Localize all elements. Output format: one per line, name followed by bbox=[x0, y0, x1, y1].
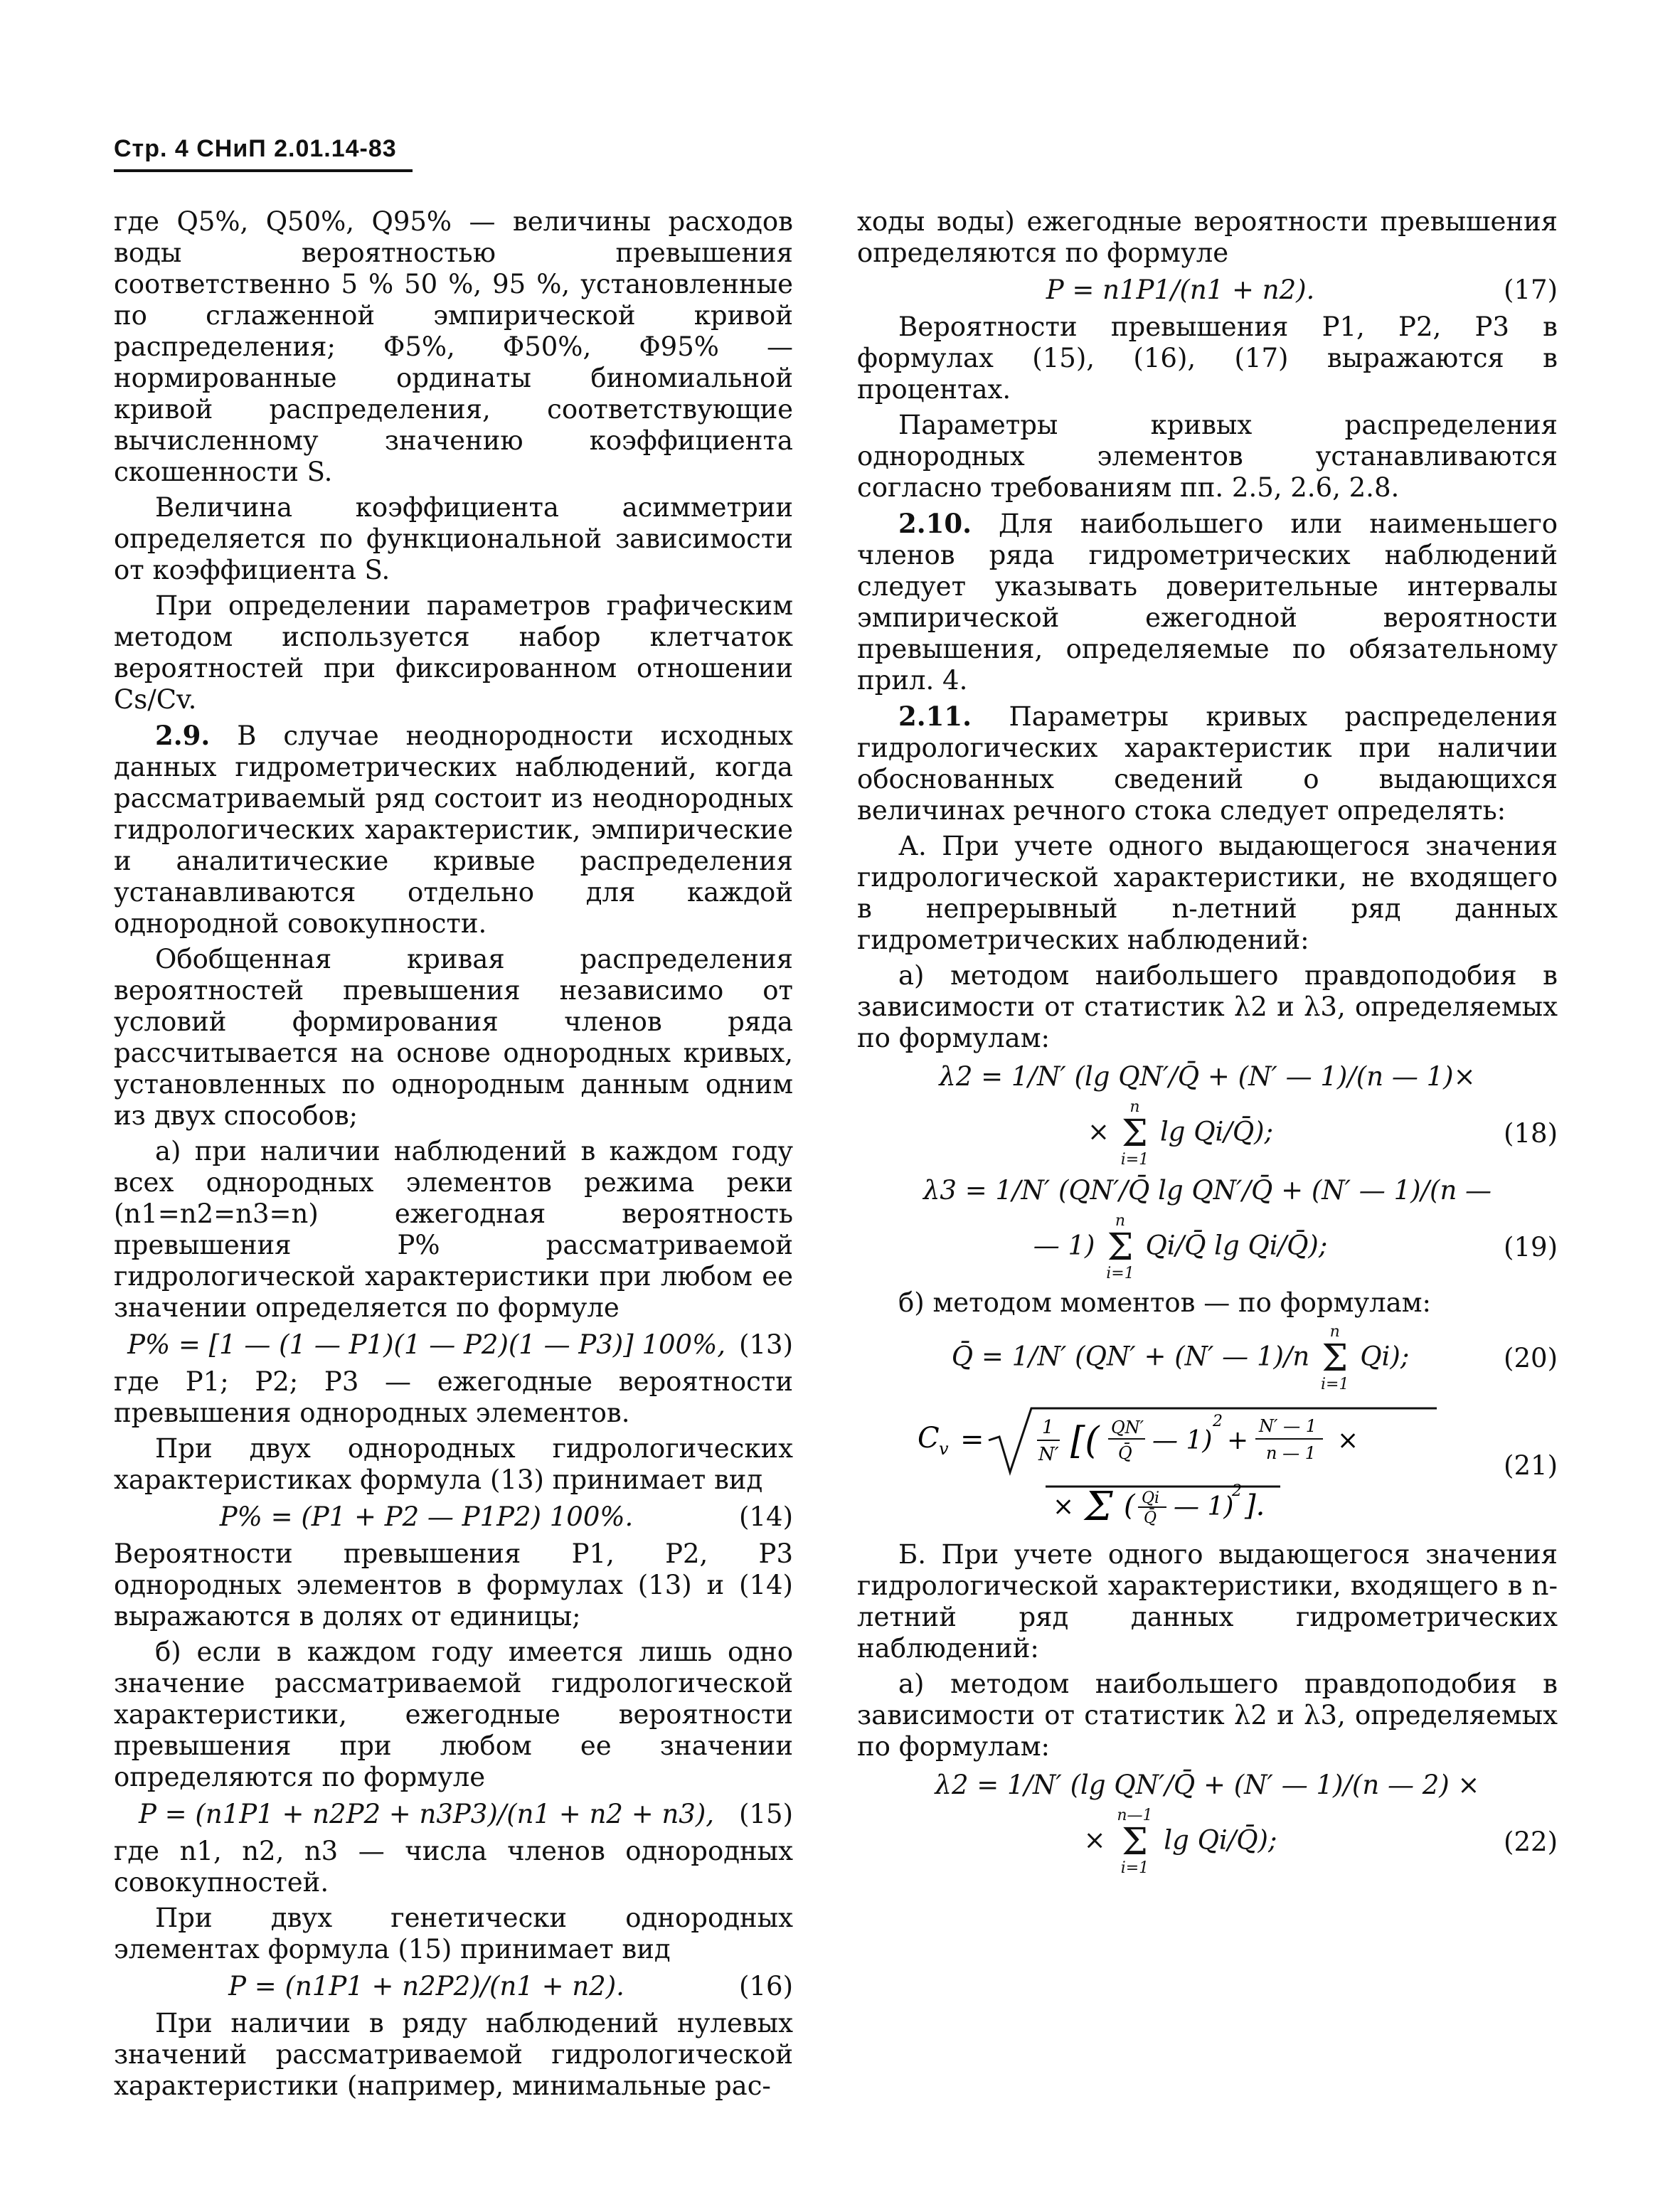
formula-expression: λ2 = 1/N′ (lg QN′/Q̄ + (N′ — 1)/(n — 1)× bbox=[939, 1061, 1476, 1092]
page-header: Стр. 4 СНиП 2.01.14-83 bbox=[114, 135, 397, 162]
formula-22-continued: × n—1 Σ i=1 lg Qi/Q̄); (22) bbox=[1083, 1807, 1558, 1877]
formula-21-graphic bbox=[910, 1398, 1451, 1526]
svg-text:Q̄: Q̄ bbox=[1143, 1509, 1157, 1526]
svg-text:QN′: QN′ bbox=[1110, 1418, 1144, 1437]
svg-text:— 1): — 1) bbox=[1152, 1426, 1212, 1455]
paragraph bbox=[114, 720, 793, 940]
formula-expression: P = (n1P1 + n2P2 + n3P3)/(n1 + n2 + n3), bbox=[139, 1799, 715, 1829]
formula-15 bbox=[114, 1799, 793, 1830]
formula-expression: λ2 = 1/N′ (lg QN′/Q̄ + (N′ — 1)/(n — 2) × bbox=[935, 1770, 1480, 1800]
paragraph: А. При учете одного выдающегося значения гидрологической характеристики, не входящего в непрерывный n-летний ряд данных гидрометрических наблюдений: bbox=[857, 831, 1558, 955]
svg-text:Qi: Qi bbox=[1141, 1489, 1159, 1507]
paragraph: б) методом моментов — по формулам: bbox=[898, 1287, 1431, 1318]
formula-17 bbox=[857, 275, 1558, 306]
paragraph-text: Для наибольшего или наименьшего членов ряда гидрометрических наблюдений следует указывать доверительные интервалы эмпирической ежегодной вероятности превышения, определяемые по обязательному прил. 4. bbox=[857, 509, 1558, 696]
formula-number: (17) bbox=[1504, 275, 1558, 305]
paragraph: При определении параметров графическим методом используется набор клетчаток вероятностей при фиксированном отношении Cs/Cv. bbox=[114, 590, 793, 715]
formula-19-continued: — 1) n Σ i=1 Qi/Q̄ lg Qi/Q̄); (19) bbox=[1033, 1212, 1558, 1282]
section-number: 2.9. bbox=[155, 720, 211, 751]
svg-text:Σ: Σ bbox=[1084, 1484, 1113, 1526]
svg-text:].: ]. bbox=[1244, 1489, 1265, 1522]
paragraph-text: В случае неоднородности исходных данных гидрометрических наблюдений, когда рассматриваемый ряд состоит из неоднородных гидрологических характеристик, эмпирические и аналитические кривые распределения устанавливаются отдельно для каждой однородной совокупности. bbox=[114, 721, 793, 939]
formula-number: (18) bbox=[1504, 1118, 1558, 1149]
svg-text:v: v bbox=[938, 1439, 949, 1459]
svg-text:— 1): — 1) bbox=[1173, 1492, 1233, 1521]
formula-20 bbox=[857, 1324, 1558, 1393]
svg-text:2: 2 bbox=[1231, 1482, 1242, 1500]
formula-21 bbox=[857, 1398, 1558, 1533]
paragraph: При двух однородных гидрологических характеристиках формула (13) принимает вид bbox=[114, 1433, 793, 1495]
paragraph: где Q5%, Q50%, Q95% — величины расходов воды вероятностью превышения соответственно 5 % 50 %, 95 %, установленные по сглаженной эмпирической кривой распределения; Φ5%, Φ50%, Φ95% — нормированные ординаты биномиальной кривой распределения, соответствующие вычисленному значению коэффициента скошенности S. bbox=[114, 206, 793, 487]
formula-18-continued: × n Σ i=1 lg Qi/Q̄); (18) bbox=[1087, 1098, 1558, 1169]
formula-13 bbox=[114, 1329, 793, 1361]
formula-number: (14) bbox=[739, 1501, 793, 1532]
section-number: 2.11. bbox=[898, 701, 972, 732]
svg-text:(: ( bbox=[1123, 1489, 1135, 1522]
paragraph: При наличии в ряду наблюдений нулевых значений рассматриваемой гидрологической характеристики (например, минимальные рас- bbox=[114, 2008, 793, 2101]
formula-19 bbox=[857, 1174, 1558, 1208]
svg-text:+: + bbox=[1226, 1426, 1248, 1455]
formula-number: (21) bbox=[1504, 1450, 1558, 1481]
svg-text:n — 1: n — 1 bbox=[1265, 1443, 1316, 1463]
summation-symbol: n Σ i=1 bbox=[1106, 1212, 1134, 1282]
paragraph: Величина коэффициента асимметрии определяется по функциональной зависимости от коэффициента S. bbox=[114, 492, 793, 585]
summation-symbol: n—1 Σ i=1 bbox=[1117, 1807, 1153, 1877]
paragraph: Б. При учете одного выдающегося значения гидрологической характеристики, входящего в n-летний ряд данных гидрометрических наблюдений: bbox=[857, 1539, 1558, 1664]
formula-expression: P = n1P1/(n1 + n2). bbox=[1046, 275, 1315, 305]
paragraph-text: Параметры кривых распределения гидрологических характеристик при наличии обоснованных сведений о выдающихся величинах речного стока следует определять: bbox=[857, 701, 1558, 826]
paragraph: где P1; P2; P3 — ежегодные вероятности превышения однородных элементов. bbox=[114, 1366, 793, 1428]
paragraph bbox=[857, 701, 1558, 826]
formula-number: (20) bbox=[1504, 1343, 1558, 1373]
formula-expression: Q̄ = 1/N′ (QN′ + (N′ — 1)/n bbox=[951, 1341, 1310, 1372]
formula-expression: Qi/Q̄ lg Qi/Q̄); bbox=[1145, 1230, 1328, 1261]
left-column bbox=[114, 206, 793, 2106]
formula-16 bbox=[114, 1971, 793, 2002]
section-number: 2.10. bbox=[898, 508, 972, 539]
paragraph: а) при наличии наблюдений в каждом году всех однородных элементов режима реки (n1=n2=n3=n) ежегодная вероятность превышения P% рассматриваемой гидрологической характеристики при любом ее значении определяется по формуле bbox=[114, 1136, 793, 1323]
svg-text:C: C bbox=[917, 1422, 940, 1455]
formula-expression: P% = (P1 + P2 — P1P2) 100%. bbox=[219, 1501, 634, 1532]
svg-text:=: = bbox=[959, 1423, 984, 1456]
paragraph: а) методом наибольшего правдоподобия в зависимости от статистик λ2 и λ3, определяемых по формулам: bbox=[857, 960, 1558, 1053]
paragraph: б) если в каждом году имеется лишь одно значение рассматриваемой гидрологической характеристики, ежегодные вероятности превышения при любом ее значении определяются по формуле bbox=[114, 1637, 793, 1792]
paragraph: ходы воды) ежегодные вероятности превышения определяются по формуле bbox=[857, 206, 1558, 268]
svg-text:1: 1 bbox=[1041, 1417, 1054, 1438]
svg-text:N′ — 1: N′ — 1 bbox=[1258, 1416, 1317, 1436]
formula-number: (15) bbox=[739, 1799, 793, 1829]
paragraph bbox=[857, 508, 1558, 696]
formula-18 bbox=[857, 1060, 1558, 1094]
formula-number: (13) bbox=[739, 1329, 793, 1360]
formula-number: (19) bbox=[1504, 1232, 1558, 1262]
formula-expression: lg Qi/Q̄); bbox=[1164, 1824, 1277, 1856]
paragraph: Вероятности превышения P1, P2, P3 однородных элементов в формулах (13) и (14) выражаются в долях от единицы; bbox=[114, 1538, 793, 1632]
summation-symbol: n Σ i=1 bbox=[1320, 1323, 1349, 1393]
paragraph: а) методом наибольшего правдоподобия в зависимости от статистик λ2 и λ3, определяемых по формулам: bbox=[857, 1669, 1558, 1762]
svg-text:×: × bbox=[1336, 1426, 1359, 1455]
svg-text:2: 2 bbox=[1212, 1413, 1223, 1430]
paragraph: При двух генетически однородных элементах формула (15) принимает вид bbox=[114, 1903, 793, 1965]
svg-text:[(: [( bbox=[1070, 1420, 1100, 1462]
formula-number: (16) bbox=[739, 1971, 793, 2001]
formula-expression: P% = [1 — (1 — P1)(1 — P2)(1 — P3)] 100%, bbox=[127, 1329, 725, 1360]
right-column bbox=[857, 206, 1558, 1882]
formula-expression: Qi); bbox=[1360, 1341, 1410, 1372]
paragraph: Вероятности превышения P1, P2, P3 в формулах (15), (16), (17) выражаются в процентах. bbox=[857, 312, 1558, 405]
paragraph: где n1, n2, n3 — числа членов однородных совокупностей. bbox=[114, 1836, 793, 1898]
formula-22 bbox=[857, 1768, 1558, 1802]
formula-expression: lg Qi/Q̄); bbox=[1159, 1116, 1274, 1147]
svg-text:×: × bbox=[1052, 1492, 1074, 1521]
formula-expression: P = (n1P1 + n2P2)/(n1 + n2). bbox=[228, 1971, 624, 2001]
paragraph: Обобщенная кривая распределения вероятностей превышения независимо от условий формирования членов ряда рассчитывается на основе однородных кривых, установленных по однородным данным одним из двух способов; bbox=[114, 944, 793, 1131]
summation-symbol: n Σ i=1 bbox=[1120, 1098, 1149, 1169]
paragraph: Параметры кривых распределения однородных элементов устанавливаются согласно требованиям пп. 2.5, 2.6, 2.8. bbox=[857, 410, 1558, 503]
formula-expression: λ3 = 1/N′ (QN′/Q̄ lg QN′/Q̄ + (N′ — 1)/(n — bbox=[923, 1175, 1492, 1206]
formula-number: (22) bbox=[1504, 1827, 1558, 1857]
svg-text:N′: N′ bbox=[1038, 1444, 1059, 1465]
header-rule bbox=[114, 169, 413, 172]
formula-14 bbox=[114, 1501, 793, 1533]
svg-text:Q̄: Q̄ bbox=[1117, 1443, 1132, 1463]
